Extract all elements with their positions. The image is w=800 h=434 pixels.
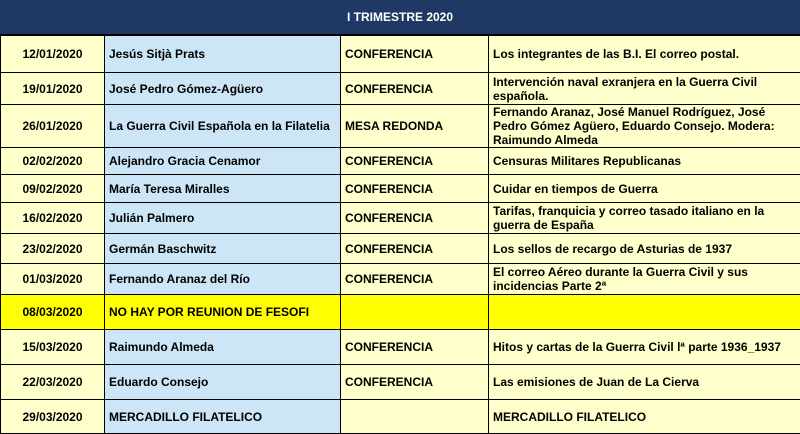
table-row	[1, 264, 800, 295]
schedule-table	[0, 35, 800, 434]
table-row	[1, 330, 800, 365]
event-type-cell	[341, 295, 489, 330]
topic-cell: Fernando Aranaz, José Manuel Rodríguez, José Pedro Gómez Agüero, Eduardo Consejo. Modera: Raimundo Almeda	[489, 105, 800, 148]
table-row	[1, 148, 800, 175]
speaker-cell: Alejandro Gracia Cenamor	[105, 148, 341, 175]
speaker-cell: Eduardo Consejo	[105, 365, 341, 400]
table-row	[1, 105, 800, 148]
date-cell: 01/03/2020	[1, 264, 105, 295]
event-type-cell: CONFERENCIA	[341, 203, 489, 234]
topic-cell: Tarifas, franquicia y correo tasado italiano en la guerra de España	[489, 203, 800, 234]
speaker-cell: Fernando Aranaz del Río	[105, 264, 341, 295]
topic-cell	[489, 295, 800, 330]
event-type-cell: CONFERENCIA	[341, 73, 489, 105]
speaker-cell: Raimundo Almeda	[105, 330, 341, 365]
event-type-cell: MESA REDONDA	[341, 105, 489, 148]
topic-cell: Hitos y cartas de la Guerra Civil lª parte 1936_1937	[489, 330, 800, 365]
topic-cell: Los integrantes de las B.I. El correo postal.	[489, 36, 800, 73]
table-row	[1, 36, 800, 73]
date-cell: 22/03/2020	[1, 365, 105, 400]
topic-cell: Las emisiones de Juan de La Cierva	[489, 365, 800, 400]
topic-cell: Cuidar en tiempos de Guerra	[489, 175, 800, 203]
date-cell: 12/01/2020	[1, 36, 105, 73]
date-cell: 08/03/2020	[1, 295, 105, 330]
table-row-highlighted	[1, 295, 800, 330]
speaker-cell: María Teresa Miralles	[105, 175, 341, 203]
topic-cell: Los sellos de recargo de Asturias de 1937	[489, 234, 800, 264]
speaker-cell: Germán Baschwitz	[105, 234, 341, 264]
speaker-cell: La Guerra Civil Española en la Filatelia	[105, 105, 341, 148]
table-row	[1, 175, 800, 203]
event-type-cell: CONFERENCIA	[341, 330, 489, 365]
event-type-cell: CONFERENCIA	[341, 264, 489, 295]
table-row	[1, 400, 800, 434]
quarter-title: I TRIMESTRE 2020	[0, 0, 800, 35]
event-type-cell: CONFERENCIA	[341, 148, 489, 175]
speaker-cell: Julián Palmero	[105, 203, 341, 234]
table-row	[1, 234, 800, 264]
date-cell: 26/01/2020	[1, 105, 105, 148]
speaker-cell: MERCADILLO FILATELICO	[105, 400, 341, 434]
date-cell: 02/02/2020	[1, 148, 105, 175]
table-row	[1, 365, 800, 400]
topic-cell: El correo Aéreo durante la Guerra Civil y sus incidencias Parte 2ª	[489, 264, 800, 295]
table-row	[1, 203, 800, 234]
event-type-cell: CONFERENCIA	[341, 365, 489, 400]
date-cell: 15/03/2020	[1, 330, 105, 365]
topic-cell: Censuras Militares Republicanas	[489, 148, 800, 175]
topic-cell: MERCADILLO FILATELICO	[489, 400, 800, 434]
event-type-cell: CONFERENCIA	[341, 36, 489, 73]
date-cell: 19/01/2020	[1, 73, 105, 105]
speaker-cell: NO HAY POR REUNION DE FESOFI	[105, 295, 341, 330]
speaker-cell: Jesús Sitjà Prats	[105, 36, 341, 73]
table-row	[1, 73, 800, 105]
speaker-cell: José Pedro Gómez-Agüero	[105, 73, 341, 105]
event-type-cell	[341, 400, 489, 434]
topic-cell: Intervención naval exranjera en la Guerra Civil española.	[489, 73, 800, 105]
date-cell: 23/02/2020	[1, 234, 105, 264]
date-cell: 16/02/2020	[1, 203, 105, 234]
date-cell: 29/03/2020	[1, 400, 105, 434]
event-type-cell: CONFERENCIA	[341, 175, 489, 203]
event-type-cell: CONFERENCIA	[341, 234, 489, 264]
date-cell: 09/02/2020	[1, 175, 105, 203]
